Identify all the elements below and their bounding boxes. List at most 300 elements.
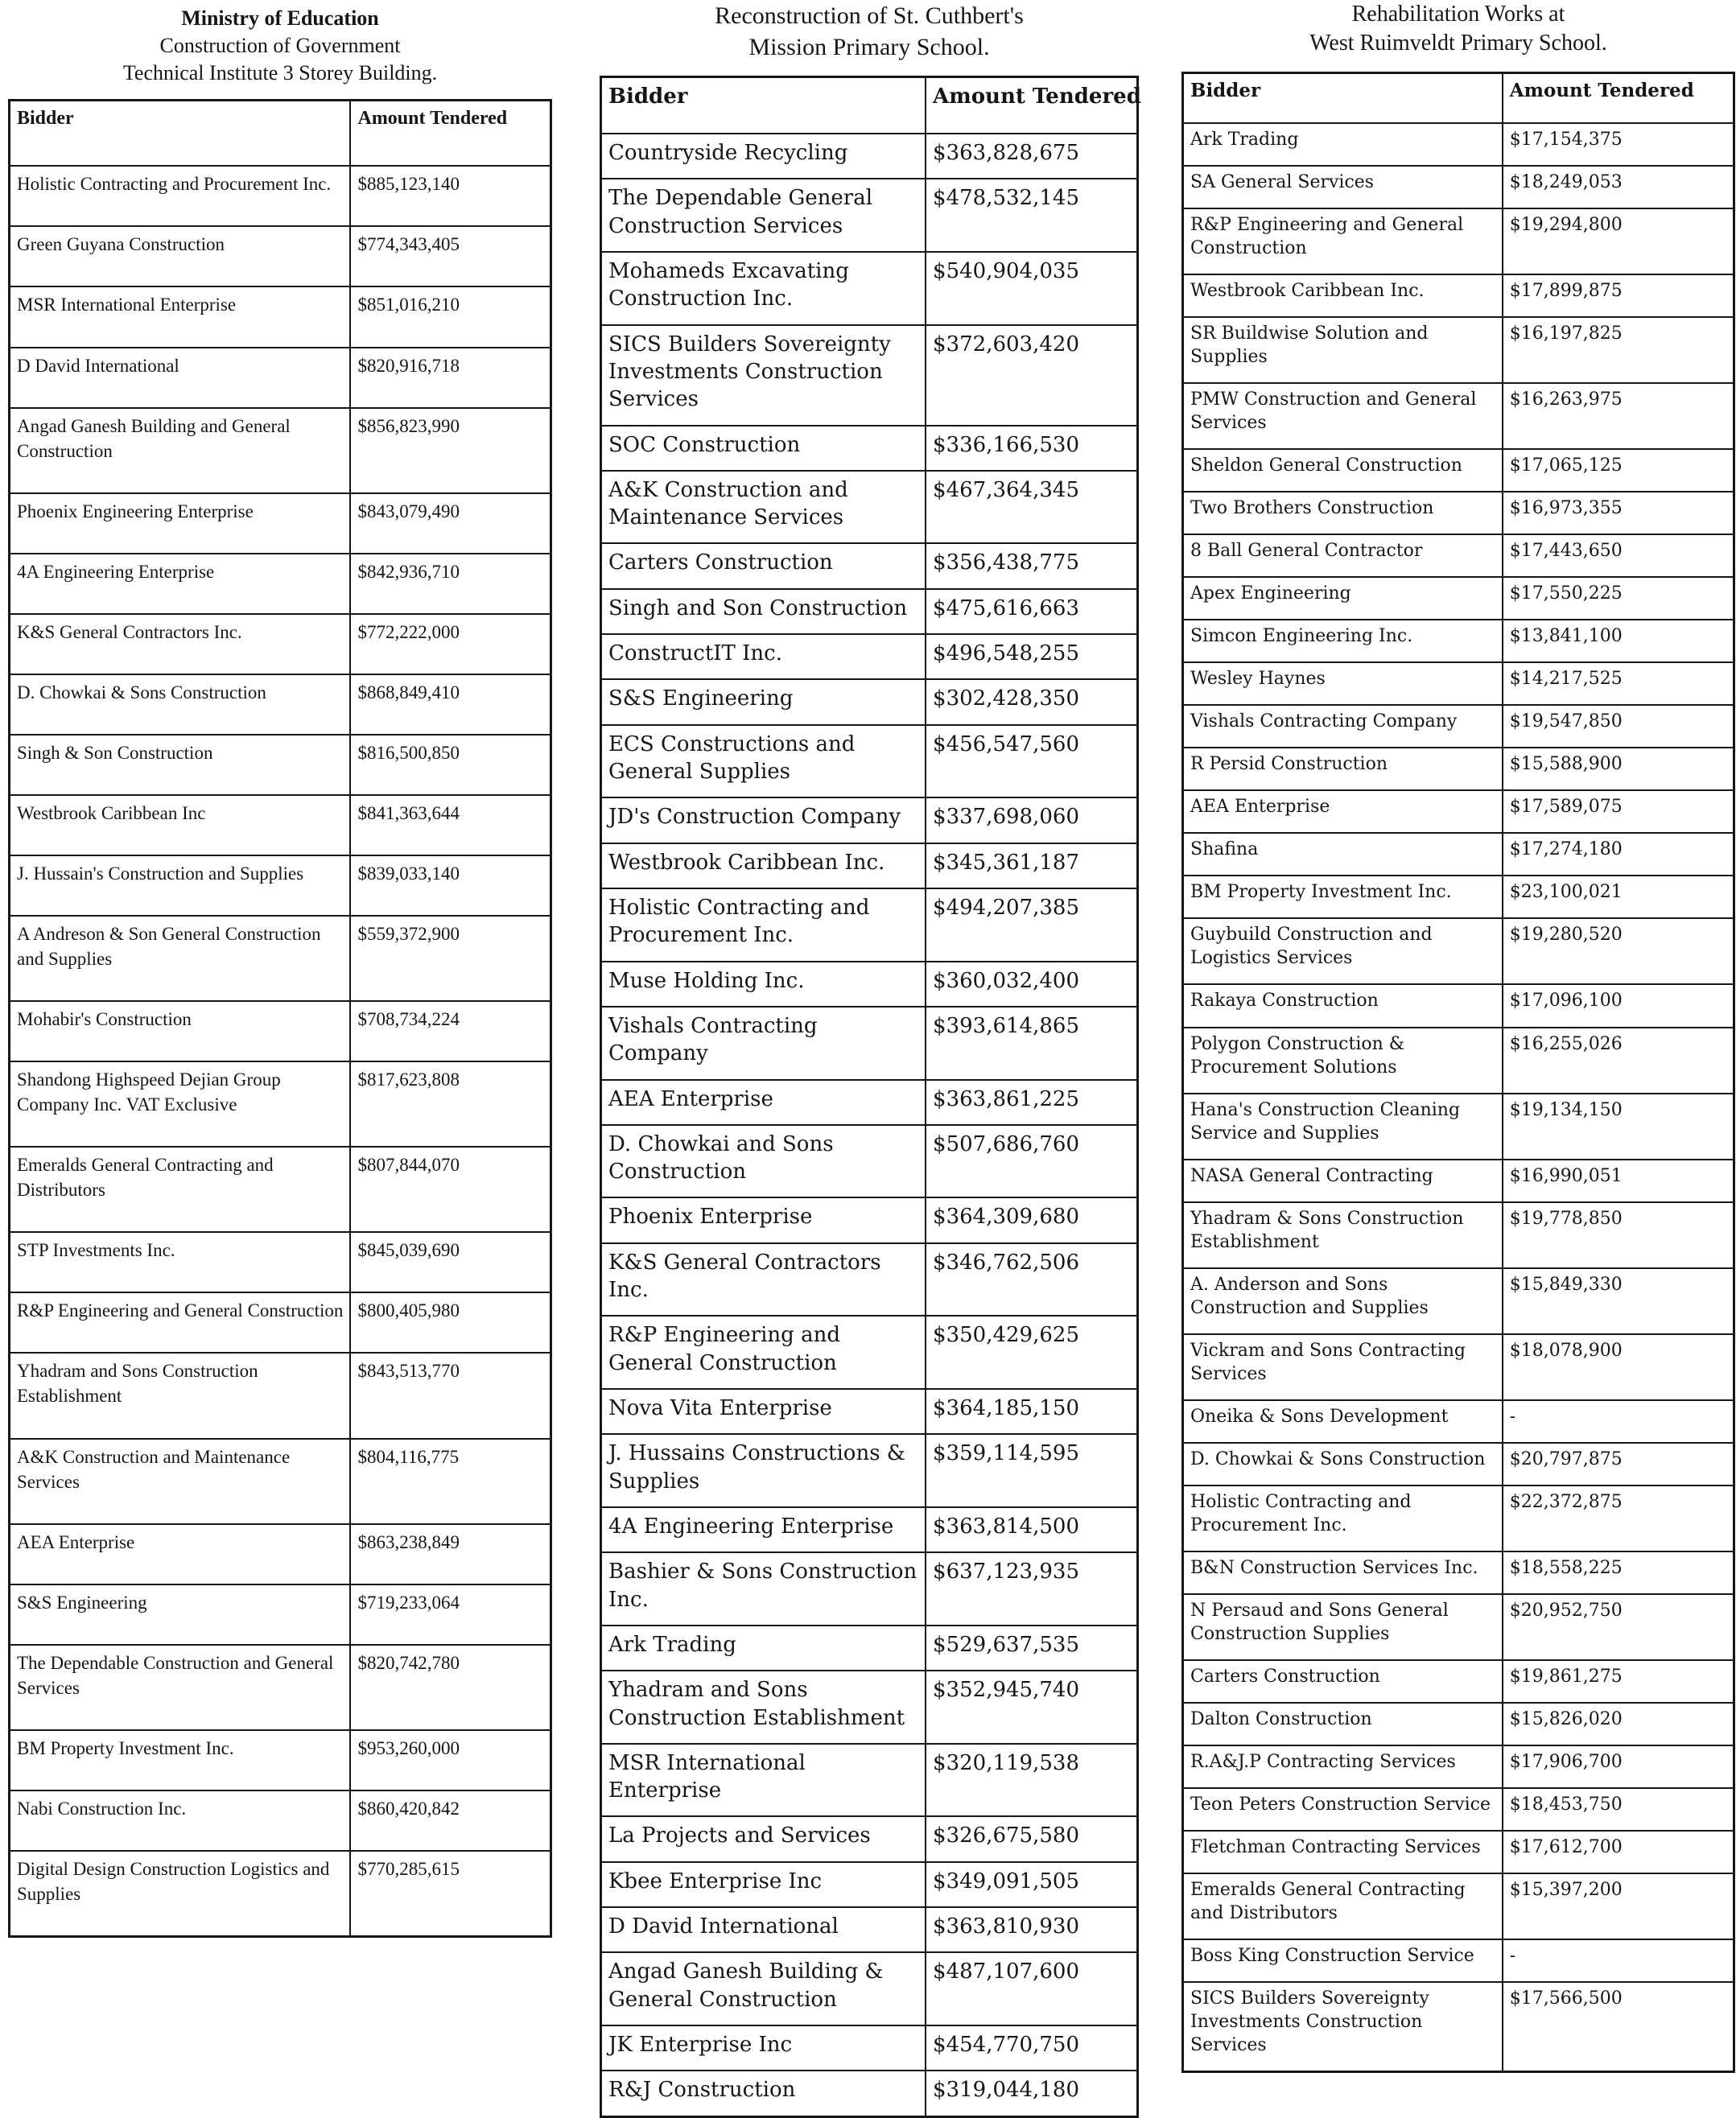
bidder-cell: Countryside Recycling xyxy=(601,134,926,179)
bidder-cell: D. Chowkai & Sons Construction xyxy=(1183,1443,1503,1485)
table-row xyxy=(1183,833,1734,876)
table-row xyxy=(601,1552,1138,1626)
bidder-cell: D David International xyxy=(10,348,351,408)
amount-cell: $19,134,150 xyxy=(1503,1094,1734,1160)
amount-column-header: Amount Tendered xyxy=(1503,72,1734,123)
amount-cell: $17,550,225 xyxy=(1503,577,1734,620)
amount-cell: $14,217,525 xyxy=(1503,662,1734,705)
table-row xyxy=(1183,1443,1734,1485)
table-row xyxy=(10,674,551,735)
amount-cell: $15,826,020 xyxy=(1503,1703,1734,1745)
table-row xyxy=(1183,317,1734,383)
bidder-cell: D. Chowkai and Sons Construction xyxy=(601,1125,926,1198)
amount-cell: $19,861,275 xyxy=(1503,1660,1734,1703)
table-row xyxy=(10,1061,551,1147)
table-row xyxy=(10,1232,551,1292)
bidder-cell: BM Property Investment Inc. xyxy=(1183,876,1503,918)
table-row xyxy=(1183,449,1734,492)
amount-cell: $363,861,225 xyxy=(926,1080,1137,1125)
amount-cell: $804,116,775 xyxy=(350,1439,550,1524)
amount-cell: $719,233,064 xyxy=(350,1584,550,1645)
amount-cell: $17,096,100 xyxy=(1503,984,1734,1027)
bidder-cell: Dalton Construction xyxy=(1183,1703,1503,1745)
table-section-west-ruimveldt xyxy=(1181,0,1735,2073)
table-row xyxy=(10,1851,551,1937)
amount-cell: $345,361,187 xyxy=(926,843,1137,888)
amount-cell: $843,079,490 xyxy=(350,493,550,554)
table-row xyxy=(10,166,551,226)
amount-cell: $363,828,675 xyxy=(926,134,1137,179)
table-row xyxy=(601,1862,1138,1907)
table-row xyxy=(10,408,551,493)
amount-cell: $15,397,200 xyxy=(1503,1873,1734,1939)
bidder-cell: A. Anderson and Sons Construction and Supplies xyxy=(1183,1268,1503,1334)
table-row xyxy=(10,1524,551,1584)
table-row xyxy=(10,348,551,408)
table-title-line: Reconstruction of St. Cuthbert's xyxy=(715,2,1024,29)
amount-cell: $774,343,405 xyxy=(350,226,550,286)
amount-cell: $708,734,224 xyxy=(350,1001,550,1061)
amount-cell: $16,973,355 xyxy=(1503,492,1734,534)
table-row xyxy=(10,554,551,614)
bidder-cell: 4A Engineering Enterprise xyxy=(601,1507,926,1552)
amount-cell: $843,513,770 xyxy=(350,1353,550,1438)
table-row xyxy=(601,1197,1138,1242)
table-row xyxy=(1183,984,1734,1027)
table-row xyxy=(10,493,551,554)
table-row xyxy=(1183,274,1734,317)
amount-cell: $20,797,875 xyxy=(1503,1443,1734,1485)
table-row xyxy=(1183,1939,1734,1982)
table-row xyxy=(601,1907,1138,1952)
table-row xyxy=(10,855,551,916)
table-row xyxy=(601,2071,1138,2116)
amount-cell: $820,916,718 xyxy=(350,348,550,408)
bidder-column-header: Bidder xyxy=(10,101,351,167)
bidder-cell: La Projects and Services xyxy=(601,1816,926,1861)
table-row xyxy=(601,589,1138,634)
amount-cell: $352,945,740 xyxy=(926,1671,1137,1744)
table-row xyxy=(10,1001,551,1061)
bidder-cell: ECS Constructions and General Supplies xyxy=(601,725,926,798)
amount-cell: $326,675,580 xyxy=(926,1816,1137,1861)
amount-cell: $19,294,800 xyxy=(1503,208,1734,274)
bidder-cell: Westbrook Caribbean Inc xyxy=(10,795,351,855)
bidder-cell: Westbrook Caribbean Inc. xyxy=(1183,274,1503,317)
table-row xyxy=(601,1626,1138,1671)
bidder-cell: Oneika & Sons Development xyxy=(1183,1400,1503,1443)
bidder-cell: Simcon Engineering Inc. xyxy=(1183,620,1503,662)
table-row xyxy=(601,888,1138,962)
amount-cell: $372,603,420 xyxy=(926,325,1137,426)
table-row xyxy=(601,1007,1138,1080)
bidder-column-header: Bidder xyxy=(601,77,926,134)
bidder-cell: Vickram and Sons Contracting Services xyxy=(1183,1334,1503,1400)
table-row xyxy=(601,325,1138,426)
amount-cell: $319,044,180 xyxy=(926,2071,1137,2116)
table-row xyxy=(1183,918,1734,984)
table-row xyxy=(601,543,1138,588)
amount-cell: $807,844,070 xyxy=(350,1147,550,1232)
table-row xyxy=(601,252,1138,325)
amount-cell: $15,849,330 xyxy=(1503,1268,1734,1334)
table-row xyxy=(1183,748,1734,790)
table-title-line: Construction of Government xyxy=(159,33,401,57)
amount-cell: $363,814,500 xyxy=(926,1507,1137,1552)
amount-cell: $302,428,350 xyxy=(926,679,1137,724)
table-row xyxy=(10,1645,551,1730)
bidder-cell: BM Property Investment Inc. xyxy=(10,1730,351,1790)
amount-cell: $356,438,775 xyxy=(926,543,1137,588)
bidder-cell: Mohameds Excavating Construction Inc. xyxy=(601,252,926,325)
amount-cell: $17,899,875 xyxy=(1503,274,1734,317)
amount-cell: $16,263,975 xyxy=(1503,383,1734,449)
amount-cell: $337,698,060 xyxy=(926,797,1137,843)
bidder-cell: Singh and Son Construction xyxy=(601,589,926,634)
bidder-cell: ConstructIT Inc. xyxy=(601,634,926,679)
table-title-line: Ministry of Education xyxy=(181,6,379,30)
table-row xyxy=(10,286,551,347)
table-row xyxy=(601,1816,1138,1861)
table-row xyxy=(10,1292,551,1353)
amount-cell: $15,588,900 xyxy=(1503,748,1734,790)
bidder-cell: SICS Builders Sovereignty Investments Construction Services xyxy=(601,325,926,426)
bidder-cell: Vishals Contracting Company xyxy=(601,1007,926,1080)
bidder-cell: D. Chowkai & Sons Construction xyxy=(10,674,351,735)
amount-cell: $19,778,850 xyxy=(1503,1202,1734,1268)
table-row xyxy=(601,1389,1138,1434)
tender-table xyxy=(600,76,1139,2118)
amount-cell: $393,614,865 xyxy=(926,1007,1137,1080)
table-row xyxy=(1183,1703,1734,1745)
amount-cell: $16,197,825 xyxy=(1503,317,1734,383)
table-row xyxy=(601,2025,1138,2071)
bidder-cell: The Dependable General Construction Services xyxy=(601,179,926,252)
amount-cell: $839,033,140 xyxy=(350,855,550,916)
bidder-cell: A Andreson & Son General Construction and Supplies xyxy=(10,916,351,1001)
amount-cell: $17,154,375 xyxy=(1503,123,1734,166)
table-row xyxy=(10,1584,551,1645)
table-row xyxy=(1183,123,1734,166)
amount-cell: $16,990,051 xyxy=(1503,1160,1734,1202)
table-row xyxy=(1183,1202,1734,1268)
table-row xyxy=(601,1671,1138,1744)
bidder-cell: Green Guyana Construction xyxy=(10,226,351,286)
bidder-cell: A&K Construction and Maintenance Services xyxy=(601,471,926,544)
bidder-cell: Nova Vita Enterprise xyxy=(601,1389,926,1434)
amount-cell: $851,016,210 xyxy=(350,286,550,347)
amount-cell: $18,558,225 xyxy=(1503,1551,1734,1594)
bidder-cell: SA General Services xyxy=(1183,166,1503,208)
amount-column-header: Amount Tendered xyxy=(926,77,1137,134)
table-row xyxy=(601,725,1138,798)
table-row xyxy=(10,1353,551,1438)
table-row xyxy=(10,916,551,1001)
amount-cell: $860,420,842 xyxy=(350,1790,550,1851)
amount-cell: $529,637,535 xyxy=(926,1626,1137,1671)
amount-cell: $16,255,026 xyxy=(1503,1028,1734,1094)
amount-cell: $863,238,849 xyxy=(350,1524,550,1584)
bidder-cell: Two Brothers Construction xyxy=(1183,492,1503,534)
table-row xyxy=(10,1147,551,1232)
amount-cell: $18,078,900 xyxy=(1503,1334,1734,1400)
table-row xyxy=(601,1434,1138,1507)
bidder-cell: Teon Peters Construction Service xyxy=(1183,1788,1503,1831)
amount-cell: $540,904,035 xyxy=(926,252,1137,325)
amount-cell: - xyxy=(1503,1400,1734,1443)
amount-cell: $22,372,875 xyxy=(1503,1485,1734,1551)
bidder-cell: Kbee Enterprise Inc xyxy=(601,1862,926,1907)
bidder-cell: Carters Construction xyxy=(601,543,926,588)
amount-cell: $820,742,780 xyxy=(350,1645,550,1730)
table-title-line: Mission Primary School. xyxy=(748,34,990,60)
bidder-cell: R&P Engineering and General Construction xyxy=(1183,208,1503,274)
table-row xyxy=(601,471,1138,544)
table-row xyxy=(601,843,1138,888)
amount-cell: $346,762,506 xyxy=(926,1243,1137,1317)
amount-cell: $17,065,125 xyxy=(1503,449,1734,492)
amount-cell: $364,309,680 xyxy=(926,1197,1137,1242)
table-row xyxy=(1183,1660,1734,1703)
bidder-cell: Fletchman Contracting Services xyxy=(1183,1831,1503,1873)
table-row xyxy=(1183,1268,1734,1334)
bidder-cell: AEA Enterprise xyxy=(10,1524,351,1584)
amount-cell: $817,623,808 xyxy=(350,1061,550,1147)
table-row xyxy=(1183,1594,1734,1660)
table-row xyxy=(601,679,1138,724)
table-row xyxy=(1183,790,1734,833)
amount-cell: $454,770,750 xyxy=(926,2025,1137,2071)
amount-cell: $953,260,000 xyxy=(350,1730,550,1790)
table-row xyxy=(1183,534,1734,577)
bidder-cell: Sheldon General Construction xyxy=(1183,449,1503,492)
table-row xyxy=(1183,166,1734,208)
tender-table xyxy=(8,99,552,1938)
bidder-cell: Ark Trading xyxy=(1183,123,1503,166)
table-row xyxy=(10,614,551,674)
bidder-cell: 8 Ball General Contractor xyxy=(1183,534,1503,577)
table-row xyxy=(601,962,1138,1007)
table-row xyxy=(601,179,1138,252)
amount-cell: $349,091,505 xyxy=(926,1862,1137,1907)
bidder-cell: Singh & Son Construction xyxy=(10,735,351,795)
amount-cell: $494,207,385 xyxy=(926,888,1137,962)
amount-cell: $336,166,530 xyxy=(926,426,1137,471)
table-row xyxy=(1183,1788,1734,1831)
amount-cell: $360,032,400 xyxy=(926,962,1137,1007)
amount-cell: $856,823,990 xyxy=(350,408,550,493)
amount-cell: $17,589,075 xyxy=(1503,790,1734,833)
bidder-cell: Emeralds General Contracting and Distributors xyxy=(1183,1873,1503,1939)
bidder-cell: S&S Engineering xyxy=(601,679,926,724)
amount-cell: $18,249,053 xyxy=(1503,166,1734,208)
table-title-line: West Ruimveldt Primary School. xyxy=(1309,31,1607,56)
bidder-cell: Emeralds General Contracting and Distributors xyxy=(10,1147,351,1232)
bidder-cell: Phoenix Enterprise xyxy=(601,1197,926,1242)
table-row xyxy=(601,1125,1138,1198)
table-row xyxy=(1183,1334,1734,1400)
amount-column-header: Amount Tendered xyxy=(350,101,550,167)
table-row xyxy=(10,226,551,286)
tender-table xyxy=(1181,72,1735,2074)
bidder-cell: Mohabir's Construction xyxy=(10,1001,351,1061)
amount-cell: $17,906,700 xyxy=(1503,1745,1734,1788)
bidder-cell: Shandong Highspeed Dejian Group Company Inc. VAT Exclusive xyxy=(10,1061,351,1147)
bidder-cell: R&P Engineering and General Construction xyxy=(601,1316,926,1389)
amount-cell: - xyxy=(1503,1939,1734,1982)
bidder-cell: Yhadram and Sons Construction Establishment xyxy=(10,1353,351,1438)
amount-cell: $350,429,625 xyxy=(926,1316,1137,1389)
bidder-cell: JD's Construction Company xyxy=(601,797,926,843)
amount-cell: $845,039,690 xyxy=(350,1232,550,1292)
table-row xyxy=(1183,577,1734,620)
bidder-cell: Yhadram and Sons Construction Establishment xyxy=(601,1671,926,1744)
bidder-cell: AEA Enterprise xyxy=(1183,790,1503,833)
amount-cell: $19,547,850 xyxy=(1503,705,1734,748)
bidder-cell: B&N Construction Services Inc. xyxy=(1183,1551,1503,1594)
table-row xyxy=(1183,876,1734,918)
amount-cell: $885,123,140 xyxy=(350,166,550,226)
bidder-cell: SOC Construction xyxy=(601,426,926,471)
table-title-line: Rehabilitation Works at xyxy=(1351,2,1565,27)
amount-cell: $478,532,145 xyxy=(926,179,1137,252)
table-row xyxy=(1183,1745,1734,1788)
bidder-cell: Westbrook Caribbean Inc. xyxy=(601,843,926,888)
bidder-cell: R&J Construction xyxy=(601,2071,926,2116)
amount-cell: $320,119,538 xyxy=(926,1744,1137,1817)
table-row xyxy=(601,134,1138,179)
bidder-cell: K&S General Contractors Inc. xyxy=(601,1243,926,1317)
bidder-cell: J. Hussain's Construction and Supplies xyxy=(10,855,351,916)
table-title xyxy=(1181,0,1735,59)
table-header-row xyxy=(601,77,1138,134)
bidder-cell: Hana's Construction Cleaning Service and Supplies xyxy=(1183,1094,1503,1160)
bidder-cell: Shafina xyxy=(1183,833,1503,876)
table-row xyxy=(1183,208,1734,274)
bidder-cell: STP Investments Inc. xyxy=(10,1232,351,1292)
amount-cell: $17,443,650 xyxy=(1503,534,1734,577)
bidder-cell: Muse Holding Inc. xyxy=(601,962,926,1007)
bidder-cell: Rakaya Construction xyxy=(1183,984,1503,1027)
bidder-cell: Angad Ganesh Building & General Construction xyxy=(601,1952,926,2025)
bidder-cell: Wesley Haynes xyxy=(1183,662,1503,705)
bidder-cell: Nabi Construction Inc. xyxy=(10,1790,351,1851)
bidder-cell: Vishals Contracting Company xyxy=(1183,705,1503,748)
bidder-cell: Holistic Contracting and Procurement Inc. xyxy=(1183,1485,1503,1551)
table-row xyxy=(1183,620,1734,662)
bidder-cell: A&K Construction and Maintenance Services xyxy=(10,1439,351,1524)
bidder-cell: Holistic Contracting and Procurement Inc. xyxy=(10,166,351,226)
amount-cell: $841,363,644 xyxy=(350,795,550,855)
table-row xyxy=(1183,662,1734,705)
amount-cell: $359,114,595 xyxy=(926,1434,1137,1507)
bidder-cell: Yhadram & Sons Construction Establishment xyxy=(1183,1202,1503,1268)
bidder-cell: NASA General Contracting xyxy=(1183,1160,1503,1202)
bidder-cell: S&S Engineering xyxy=(10,1584,351,1645)
table-row xyxy=(1183,1873,1734,1939)
table-row xyxy=(601,1952,1138,2025)
amount-cell: $772,222,000 xyxy=(350,614,550,674)
bidder-cell: MSR International Enterprise xyxy=(10,286,351,347)
bidder-cell: Apex Engineering xyxy=(1183,577,1503,620)
bidder-cell: Boss King Construction Service xyxy=(1183,1939,1503,1982)
table-header-row xyxy=(1183,72,1734,123)
amount-cell: $17,612,700 xyxy=(1503,1831,1734,1873)
bidder-cell: R Persid Construction xyxy=(1183,748,1503,790)
table-row xyxy=(601,1080,1138,1125)
bidder-column-header: Bidder xyxy=(1183,72,1503,123)
amount-cell: $13,841,100 xyxy=(1503,620,1734,662)
table-row xyxy=(1183,1551,1734,1594)
bidder-cell: Polygon Construction & Procurement Solutions xyxy=(1183,1028,1503,1094)
table-section-st-cuthberts xyxy=(600,0,1139,2118)
amount-cell: $19,280,520 xyxy=(1503,918,1734,984)
table-row xyxy=(10,735,551,795)
bidder-cell: R.A&J.P Contracting Services xyxy=(1183,1745,1503,1788)
bidder-cell: SICS Builders Sovereignty Investments Construction Services xyxy=(1183,1982,1503,2072)
table-title xyxy=(600,0,1139,63)
bidder-cell: D David International xyxy=(601,1907,926,1952)
bidder-cell: Guybuild Construction and Logistics Services xyxy=(1183,918,1503,984)
table-row xyxy=(601,1744,1138,1817)
table-row xyxy=(601,1243,1138,1317)
bidder-cell: Carters Construction xyxy=(1183,1660,1503,1703)
amount-cell: $456,547,560 xyxy=(926,725,1137,798)
amount-cell: $475,616,663 xyxy=(926,589,1137,634)
table-row xyxy=(1183,1485,1734,1551)
bidder-cell: AEA Enterprise xyxy=(601,1080,926,1125)
bidder-cell: SR Buildwise Solution and Supplies xyxy=(1183,317,1503,383)
bidder-cell: Phoenix Engineering Enterprise xyxy=(10,493,351,554)
table-section-ministry-of-education xyxy=(8,0,552,1938)
amount-cell: $364,185,150 xyxy=(926,1389,1137,1434)
bidder-cell: MSR International Enterprise xyxy=(601,1744,926,1817)
amount-cell: $23,100,021 xyxy=(1503,876,1734,918)
table-row xyxy=(10,1730,551,1790)
table-row xyxy=(1183,1400,1734,1443)
amount-cell: $559,372,900 xyxy=(350,916,550,1001)
table-row xyxy=(1183,1982,1734,2072)
table-title-line: Technical Institute 3 Storey Building. xyxy=(122,60,438,84)
bidder-cell: Bashier & Sons Construction Inc. xyxy=(601,1552,926,1626)
table-row xyxy=(1183,705,1734,748)
amount-cell: $868,849,410 xyxy=(350,674,550,735)
table-row xyxy=(10,1439,551,1524)
bidder-cell: J. Hussains Constructions & Supplies xyxy=(601,1434,926,1507)
table-row xyxy=(1183,492,1734,534)
table-row xyxy=(1183,1028,1734,1094)
amount-cell: $363,810,930 xyxy=(926,1907,1137,1952)
bidder-cell: Angad Ganesh Building and General Construction xyxy=(10,408,351,493)
amount-cell: $467,364,345 xyxy=(926,471,1137,544)
amount-cell: $842,936,710 xyxy=(350,554,550,614)
table-row xyxy=(10,1790,551,1851)
amount-cell: $800,405,980 xyxy=(350,1292,550,1353)
bidder-cell: PMW Construction and General Services xyxy=(1183,383,1503,449)
bidder-cell: R&P Engineering and General Construction xyxy=(10,1292,351,1353)
amount-cell: $17,566,500 xyxy=(1503,1982,1734,2072)
table-row xyxy=(601,426,1138,471)
table-row xyxy=(1183,1094,1734,1160)
amount-cell: $770,285,615 xyxy=(350,1851,550,1937)
amount-cell: $507,686,760 xyxy=(926,1125,1137,1198)
bidder-cell: JK Enterprise Inc xyxy=(601,2025,926,2071)
bidder-cell: K&S General Contractors Inc. xyxy=(10,614,351,674)
bidder-cell: Holistic Contracting and Procurement Inc. xyxy=(601,888,926,962)
table-row xyxy=(601,1507,1138,1552)
table-row xyxy=(601,634,1138,679)
amount-cell: $637,123,935 xyxy=(926,1552,1137,1626)
